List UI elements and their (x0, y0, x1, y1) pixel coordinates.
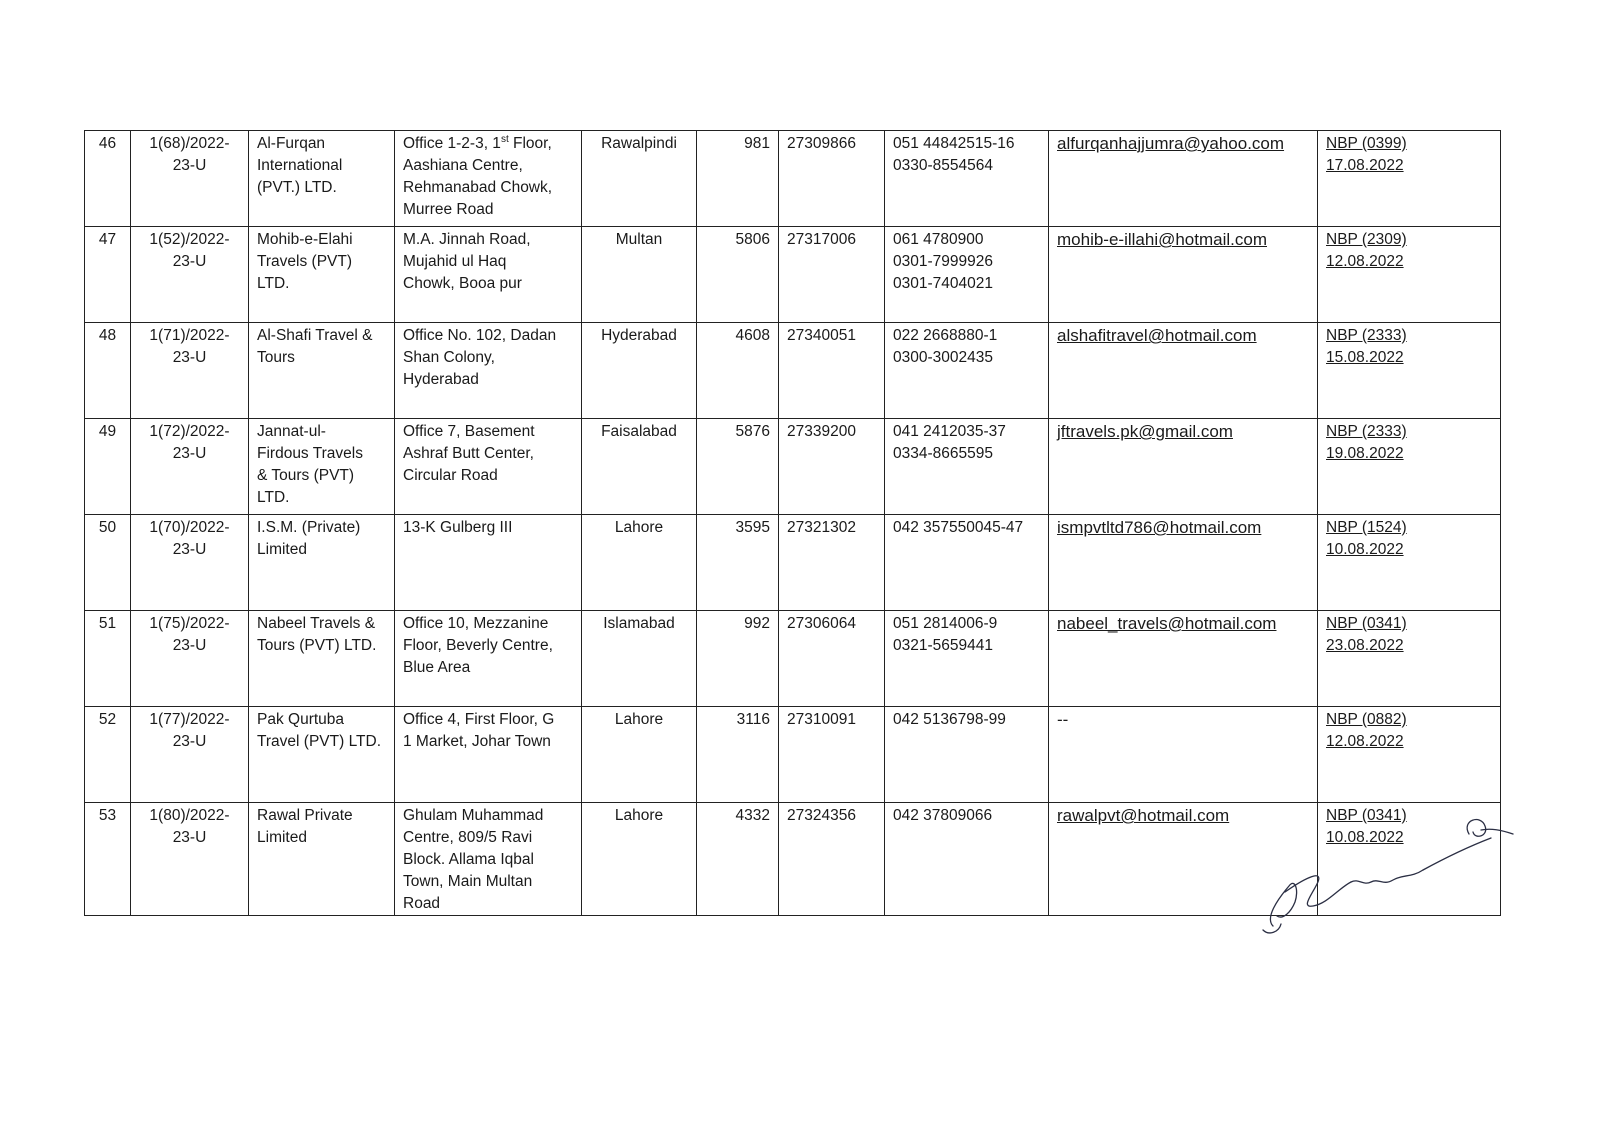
address-line: Chowk, Booa pur (403, 275, 522, 292)
bank-line: 12.08.2022 (1326, 733, 1404, 750)
phone-numbers (885, 803, 1049, 916)
serial-number: 52 (85, 707, 131, 803)
city: Rawalpindi (582, 131, 697, 227)
ntn-number: 27339200 (779, 419, 885, 515)
address-line: Office 10, Mezzanine (403, 615, 549, 632)
email-address (1049, 419, 1318, 515)
address-line: Murree Road (403, 201, 494, 218)
address-line: Road (403, 895, 441, 912)
bank-line: 12.08.2022 (1326, 253, 1404, 270)
address-line: M.A. Jinnah Road, (403, 231, 531, 248)
license-number: 3116 (697, 707, 779, 803)
email-link[interactable]: ismpvtltd786@hotmail.com (1057, 518, 1262, 537)
phone-line: 061 4780900 (893, 231, 984, 248)
address-line: Hyderabad (403, 371, 479, 388)
company-name-line: Nabeel Travels & (257, 615, 376, 632)
email-link[interactable]: alfurqanhajjumra@yahoo.com (1057, 134, 1285, 153)
company-name-line: Rawal Private (257, 807, 353, 824)
company-name-line: Jannat-ul- (257, 423, 326, 440)
phone-line: 0334-8665595 (893, 445, 993, 462)
phone-line: 051 2814006-9 (893, 615, 998, 632)
bank-deposit (1318, 323, 1501, 419)
address-line: 1 Market, Johar Town (403, 733, 551, 750)
city: Islamabad (582, 611, 697, 707)
email-link[interactable]: mohib-e-illahi@hotmail.com (1057, 230, 1267, 249)
email-link[interactable]: rawalpvt@hotmail.com (1057, 806, 1230, 825)
address-line: Office 1-2-3, 1st Floor, (403, 133, 552, 152)
email-link[interactable]: jftravels.pk@gmail.com (1057, 422, 1233, 441)
serial-number: 53 (85, 803, 131, 916)
bank-line: NBP (0341) (1326, 807, 1407, 824)
bank-deposit (1318, 227, 1501, 323)
company-name (249, 323, 395, 419)
phone-line: 051 44842515-16 (893, 135, 1015, 152)
ntn-number: 27340051 (779, 323, 885, 419)
bank-deposit (1318, 515, 1501, 611)
city: Lahore (582, 515, 697, 611)
reference-number (131, 803, 249, 916)
serial-number: 50 (85, 515, 131, 611)
address-line: Floor, Beverly Centre, (403, 637, 553, 654)
company-name-line: Limited (257, 541, 307, 558)
company-name (249, 707, 395, 803)
company-name-line: (PVT.) LTD. (257, 179, 337, 196)
reference-number (131, 227, 249, 323)
company-name (249, 803, 395, 916)
reference-number (131, 611, 249, 707)
bank-deposit (1318, 707, 1501, 803)
address-line: Mujahid ul Haq (403, 253, 507, 270)
email-address (1049, 131, 1318, 227)
company-name-line: Mohib-e-Elahi (257, 231, 353, 248)
reference-number (131, 323, 249, 419)
address-line: Office 7, Basement (403, 423, 535, 440)
company-name (249, 131, 395, 227)
company-name (249, 227, 395, 323)
table-body (85, 131, 1501, 916)
company-name (249, 515, 395, 611)
email-address (1049, 707, 1318, 803)
table-row (85, 419, 1501, 515)
city: Lahore (582, 707, 697, 803)
phone-line: 042 5136798-99 (893, 711, 1006, 728)
reference-line: 23-U (172, 829, 207, 846)
email-address (1049, 611, 1318, 707)
city: Lahore (582, 803, 697, 916)
reference-line: 23-U (172, 157, 207, 174)
address-line: Block. Allama Iqbal (403, 851, 534, 868)
phone-line: 041 2412035-37 (893, 423, 1006, 440)
reference-line: 1(52)/2022- (149, 231, 230, 248)
registration-table (84, 130, 1501, 916)
bank-line: NBP (2333) (1326, 327, 1407, 344)
address-line: Ghulam Muhammad (403, 807, 544, 824)
company-name-line: Tours (257, 349, 295, 366)
bank-line: 19.08.2022 (1326, 445, 1404, 462)
ntn-number: 27309866 (779, 131, 885, 227)
reference-line: 1(77)/2022- (149, 711, 230, 728)
phone-line: 042 37809066 (893, 807, 993, 824)
phone-line: 0330-8554564 (893, 157, 993, 174)
bank-line: 10.08.2022 (1326, 829, 1404, 846)
company-name-line: Limited (257, 829, 307, 846)
company-name-line: LTD. (257, 275, 290, 292)
serial-number: 51 (85, 611, 131, 707)
reference-line: 23-U (172, 541, 207, 558)
bank-line: 23.08.2022 (1326, 637, 1404, 654)
license-number: 981 (697, 131, 779, 227)
bank-line: NBP (0882) (1326, 711, 1407, 728)
reference-line: 1(72)/2022- (149, 423, 230, 440)
license-number: 5876 (697, 419, 779, 515)
company-name-line: Al-Shafi Travel & (257, 327, 373, 344)
phone-line: 0300-3002435 (893, 349, 993, 366)
serial-number: 49 (85, 419, 131, 515)
phone-numbers (885, 323, 1049, 419)
email-link[interactable]: alshafitravel@hotmail.com (1057, 326, 1257, 345)
ntn-number: 27321302 (779, 515, 885, 611)
license-number: 3595 (697, 515, 779, 611)
company-address (395, 419, 582, 515)
reference-number (131, 419, 249, 515)
bank-deposit (1318, 419, 1501, 515)
company-address (395, 611, 582, 707)
phone-numbers (885, 419, 1049, 515)
phone-line: 0301-7999926 (893, 253, 993, 270)
company-name-line: Al-Furqan (257, 135, 326, 152)
city: Multan (582, 227, 697, 323)
address-line: Rehmanabad Chowk, (403, 179, 553, 196)
company-name-line: LTD. (257, 489, 290, 506)
company-name-line: & Tours (PVT) (257, 467, 355, 484)
license-number: 4332 (697, 803, 779, 916)
ntn-number: 27317006 (779, 227, 885, 323)
email-address (1049, 323, 1318, 419)
reference-line: 23-U (172, 733, 207, 750)
reference-line: 1(80)/2022- (149, 807, 230, 824)
reference-line: 23-U (172, 637, 207, 654)
phone-line: 022 2668880-1 (893, 327, 998, 344)
address-line: 13-K Gulberg III (403, 519, 513, 536)
table-row (85, 611, 1501, 707)
reference-line: 1(70)/2022- (149, 519, 230, 536)
bank-line: 15.08.2022 (1326, 349, 1404, 366)
city: Faisalabad (582, 419, 697, 515)
table-row (85, 515, 1501, 611)
email-address (1049, 803, 1318, 916)
phone-line: 042 357550045-47 (893, 519, 1024, 536)
reference-line: 23-U (172, 349, 207, 366)
company-address (395, 131, 582, 227)
company-address (395, 707, 582, 803)
bank-line: 10.08.2022 (1326, 541, 1404, 558)
bank-deposit (1318, 803, 1501, 916)
ntn-number: 27324356 (779, 803, 885, 916)
table-row (85, 803, 1501, 916)
company-name-line: Travel (PVT) LTD. (257, 733, 382, 750)
address-line: Ashraf Butt Center, (403, 445, 534, 462)
phone-numbers (885, 515, 1049, 611)
company-name-line: International (257, 157, 343, 174)
company-name-line: Travels (PVT) (257, 253, 353, 270)
address-line: Centre, 809/5 Ravi (403, 829, 533, 846)
address-line: Circular Road (403, 467, 498, 484)
table-row (85, 131, 1501, 227)
ntn-number: 27306064 (779, 611, 885, 707)
license-number: 4608 (697, 323, 779, 419)
reference-line: 1(71)/2022- (149, 327, 230, 344)
phone-numbers (885, 611, 1049, 707)
bank-line: NBP (0341) (1326, 615, 1407, 632)
bank-deposit (1318, 611, 1501, 707)
bank-line: NBP (2309) (1326, 231, 1407, 248)
company-address (395, 803, 582, 916)
bank-deposit (1318, 131, 1501, 227)
bank-line: NBP (1524) (1326, 519, 1407, 536)
phone-line: 0301-7404021 (893, 275, 993, 292)
phone-line: 0321-5659441 (893, 637, 993, 654)
serial-number: 48 (85, 323, 131, 419)
serial-number: 47 (85, 227, 131, 323)
address-line: Aashiana Centre, (403, 157, 523, 174)
address-line: Office 4, First Floor, G (403, 711, 555, 728)
reference-number (131, 131, 249, 227)
address-line: Office No. 102, Dadan (403, 327, 557, 344)
city: Hyderabad (582, 323, 697, 419)
serial-number: 46 (85, 131, 131, 227)
address-line: Shan Colony, (403, 349, 495, 366)
license-number: 5806 (697, 227, 779, 323)
address-line: Blue Area (403, 659, 471, 676)
table-row (85, 323, 1501, 419)
phone-numbers (885, 707, 1049, 803)
company-address (395, 323, 582, 419)
bank-line: 17.08.2022 (1326, 157, 1404, 174)
company-name-line: Firdous Travels (257, 445, 363, 462)
reference-line: 23-U (172, 253, 207, 270)
company-name (249, 419, 395, 515)
email-address (1049, 515, 1318, 611)
reference-line: 1(68)/2022- (149, 135, 230, 152)
company-name (249, 611, 395, 707)
reference-number (131, 707, 249, 803)
table-row (85, 227, 1501, 323)
company-name-line: I.S.M. (Private) (257, 519, 361, 536)
phone-numbers (885, 131, 1049, 227)
bank-line: NBP (0399) (1326, 135, 1407, 152)
company-address (395, 515, 582, 611)
license-number: 992 (697, 611, 779, 707)
reference-line: 1(75)/2022- (149, 615, 230, 632)
address-line: Town, Main Multan (403, 873, 533, 890)
ntn-number: 27310091 (779, 707, 885, 803)
reference-line: 23-U (172, 445, 207, 462)
table-row (85, 707, 1501, 803)
email-link: -- (1057, 710, 1069, 729)
email-link[interactable]: nabeel_travels@hotmail.com (1057, 614, 1277, 633)
bank-line: NBP (2333) (1326, 423, 1407, 440)
reference-number (131, 515, 249, 611)
company-name-line: Tours (PVT) LTD. (257, 637, 377, 654)
email-address (1049, 227, 1318, 323)
phone-numbers (885, 227, 1049, 323)
company-name-line: Pak Qurtuba (257, 711, 345, 728)
company-address (395, 227, 582, 323)
